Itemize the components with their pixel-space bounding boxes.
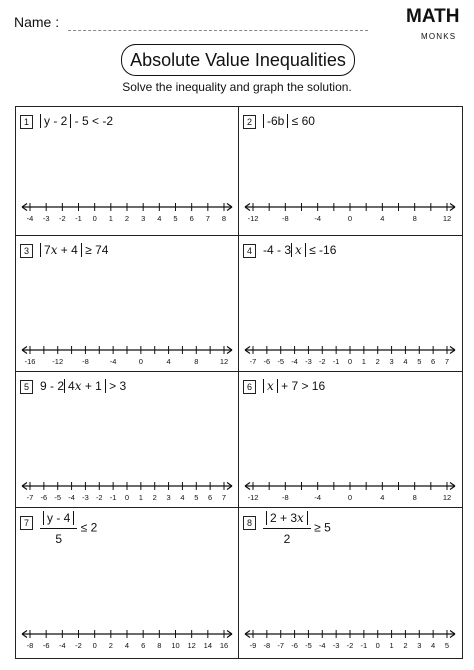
tick-label: -4 (314, 214, 322, 223)
logo-text: MATH (406, 6, 460, 27)
tick-label: 1 (108, 214, 113, 223)
tick-label: 8 (194, 357, 199, 366)
tick-label: -2 (95, 493, 103, 502)
tick-label: 1 (361, 357, 366, 366)
number-line[interactable] (245, 199, 455, 229)
problem-cell-6 (239, 372, 462, 507)
logo-subtext: MONKS (421, 32, 457, 41)
tick-label: -2 (58, 214, 66, 223)
tick-label: -12 (52, 357, 64, 366)
problem-number: 3 (20, 244, 33, 258)
tick-label: -4 (68, 493, 75, 502)
problem-cell-4 (239, 236, 462, 371)
tick-label: 4 (431, 641, 436, 650)
tick-label: -12 (247, 493, 259, 502)
tick-label: -5 (54, 493, 62, 502)
tick-label: 5 (417, 357, 422, 366)
tick-label: 0 (375, 641, 380, 650)
problem-expression: 9 - 2 4x + 1 > 3 (40, 379, 127, 393)
tick-label: -8 (281, 214, 289, 223)
problem-expression: y - 2 - 5 < -2 (40, 113, 113, 129)
problem-number: 7 (20, 516, 33, 530)
tick-label: 16 (219, 641, 229, 650)
tick-label: 3 (141, 214, 146, 223)
tick-label: -6 (40, 493, 48, 502)
tick-label: -7 (26, 493, 34, 502)
tick-label: 4 (180, 493, 185, 502)
tick-label: 6 (431, 357, 436, 366)
problem-cell-5 (16, 372, 238, 507)
problem-expression: $\frac{2 + 3x}{2}$ ≥ 5 (263, 510, 331, 547)
tick-label: -3 (42, 214, 50, 223)
problem-number: 1 (20, 115, 33, 129)
problem-cell-1 (16, 107, 238, 235)
problem-cell-8 (239, 508, 462, 658)
tick-label: 2 (152, 493, 157, 502)
tick-label: -4 (58, 641, 66, 650)
tick-label: 0 (347, 357, 353, 366)
tick-label: 2 (108, 641, 113, 650)
problem-expression: 7x + 4 ≥ 74 (40, 242, 108, 258)
tick-label: -8 (82, 357, 89, 366)
tick-label: 2 (403, 641, 408, 650)
tick-label: 3 (417, 641, 422, 650)
tick-label: -4 (314, 493, 322, 502)
number-line[interactable] (22, 342, 232, 372)
tick-label: -3 (332, 641, 340, 650)
tick-label: -2 (75, 641, 82, 650)
tick-label: 0 (124, 493, 130, 502)
tick-label: 2 (124, 214, 130, 223)
tick-label: 8 (412, 493, 417, 502)
tick-label: 2 (375, 357, 380, 366)
tick-label: 8 (157, 641, 162, 650)
tick-label: 7 (205, 214, 210, 223)
tick-label: 0 (138, 357, 143, 366)
tick-label: -2 (318, 357, 326, 366)
instructions: Solve the inequality and graph the solution. (122, 80, 352, 94)
tick-label: -4 (109, 357, 117, 366)
tick-label: 1 (138, 493, 143, 502)
tick-label: -1 (360, 641, 368, 650)
problem-cell-2 (239, 107, 462, 235)
tick-label: -5 (277, 357, 285, 366)
problem-cell-7 (16, 508, 238, 658)
tick-label: 8 (412, 214, 417, 223)
problem-number: 5 (20, 380, 33, 394)
tick-label: 4 (380, 493, 385, 502)
problem-expression: x + 7 > 16 (263, 378, 325, 394)
tick-label: 10 (171, 641, 180, 650)
tick-label: 0 (92, 641, 97, 650)
tick-label: -8 (263, 641, 271, 650)
tick-label: -8 (281, 493, 289, 502)
tick-label: 1 (389, 641, 394, 650)
number-line[interactable] (22, 199, 232, 229)
problem-number: 4 (243, 244, 256, 258)
tick-label: 7 (221, 493, 227, 502)
tick-label: 12 (442, 493, 452, 502)
tick-label: -6 (42, 641, 50, 650)
tick-label: 5 (194, 493, 199, 502)
tick-label: 12 (187, 641, 196, 650)
problem-number: 6 (243, 380, 256, 394)
tick-label: -1 (332, 357, 340, 366)
tick-label: 12 (219, 357, 229, 366)
problem-grid (15, 106, 463, 659)
number-line[interactable] (245, 478, 455, 508)
problem-expression: $\frac{y - 4}{5}$ ≤ 2 (40, 510, 97, 547)
tick-label: -6 (263, 357, 271, 366)
tick-label: 0 (347, 493, 353, 502)
tick-label: 8 (221, 214, 227, 223)
tick-label: 0 (92, 214, 97, 223)
name-label: Name : (14, 14, 60, 30)
problem-number: 2 (243, 115, 256, 129)
tick-label: 3 (166, 493, 171, 502)
tick-label: 14 (203, 641, 213, 650)
name-field[interactable] (68, 30, 368, 31)
tick-label: -2 (346, 641, 354, 650)
tick-label: 3 (389, 357, 394, 366)
tick-label: 0 (347, 214, 353, 223)
page-title: Absolute Value Inequalities (121, 44, 355, 76)
problem-expression: -4 - 3 x ≤ -16 (263, 243, 337, 257)
tick-label: 6 (189, 214, 194, 223)
tick-label: 6 (141, 641, 146, 650)
tick-label: 5 (444, 641, 450, 650)
problem-expression: -6b ≤ 60 (263, 113, 315, 129)
tick-label: 6 (208, 493, 213, 502)
tick-label: 4 (124, 641, 130, 650)
tick-label: -1 (75, 214, 82, 223)
tick-label: -12 (247, 214, 259, 223)
tick-label: 5 (173, 214, 178, 223)
tick-label: -4 (26, 214, 34, 223)
tick-label: -6 (291, 641, 298, 650)
tick-label: 7 (444, 357, 450, 366)
tick-label: 4 (403, 357, 408, 366)
tick-label: -1 (109, 493, 117, 502)
number-line[interactable] (22, 478, 232, 508)
tick-label: -8 (26, 641, 34, 650)
tick-label: 4 (380, 214, 385, 223)
tick-label: -4 (291, 357, 298, 366)
problem-number: 8 (243, 516, 256, 530)
tick-label: -3 (305, 357, 312, 366)
tick-label: 12 (442, 214, 452, 223)
tick-label: 4 (166, 357, 171, 366)
tick-label: -16 (24, 357, 36, 366)
number-line[interactable] (22, 626, 232, 656)
tick-label: 4 (157, 214, 162, 223)
tick-label: -4 (318, 641, 326, 650)
tick-label: -5 (305, 641, 312, 650)
number-line[interactable] (245, 342, 455, 372)
tick-label: -9 (249, 641, 257, 650)
tick-label: -7 (277, 641, 285, 650)
math-monks-logo (406, 6, 462, 50)
tick-label: -7 (249, 357, 257, 366)
number-line[interactable] (245, 626, 455, 656)
tick-label: -3 (82, 493, 89, 502)
problem-cell-3 (16, 236, 238, 371)
